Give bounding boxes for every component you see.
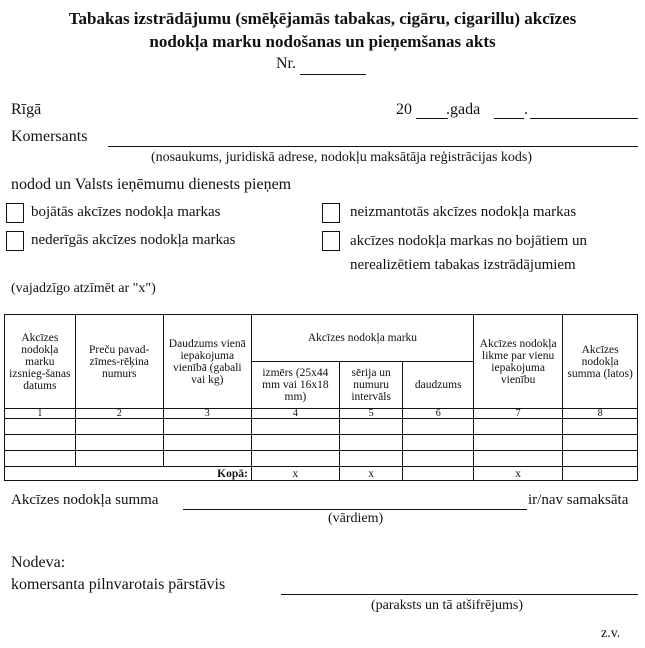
place-text: Rīgā [11, 101, 42, 118]
col-header-sum: Akcīzes nodokļa summa (latos) [563, 315, 638, 409]
excise-marks-table [4, 314, 638, 481]
signature-caption: (paraksts un tā atšifrējums) [371, 598, 524, 613]
total-row [5, 467, 638, 481]
table-cell[interactable] [163, 451, 251, 467]
date-year-prefix: 20 [396, 101, 412, 118]
checkbox-from-products-label-2: nerealizētiem tabakas izstrādājumiem [350, 257, 576, 273]
col-number: 2 [75, 409, 163, 419]
checkbox-invalid-label: nederīgās akcīzes nodokļa markas [31, 232, 236, 248]
table-cell[interactable] [75, 435, 163, 451]
date-gada-label: .gada [446, 101, 481, 118]
signature-field[interactable] [281, 594, 638, 595]
table-cell[interactable] [251, 451, 339, 467]
sum-suffix: ir/nav samaksāta [528, 492, 629, 508]
table-cell[interactable] [163, 435, 251, 451]
col-number: 8 [563, 409, 638, 419]
col-number: 5 [339, 409, 403, 419]
table-cell[interactable] [563, 451, 638, 467]
table-cell[interactable] [75, 451, 163, 467]
date-year-field[interactable] [416, 118, 448, 119]
col-number: 4 [251, 409, 339, 419]
col-number: 1 [5, 409, 76, 419]
total-x-rate: x [474, 467, 563, 481]
table-cell[interactable] [339, 435, 403, 451]
act-number-label: Nr. [276, 55, 296, 72]
doc-title-line1: Tabakas izstrādājumu (smēķējamās tabakas, cigāru, cigarillu) akcīzes [68, 9, 577, 28]
mark-note: (vajadzīgo atzīmēt ar "x") [11, 281, 156, 296]
checkbox-unused-label: neizmantotās akcīzes nodokļa markas [350, 204, 577, 220]
doc-title-line2: nodokļa marku nodošanas un pieņemšanas akts [149, 32, 496, 51]
table-cell[interactable] [163, 419, 251, 435]
table-cell[interactable] [563, 435, 638, 451]
table-cell[interactable] [339, 451, 403, 467]
sum-words-field[interactable] [183, 509, 527, 510]
table-cell[interactable] [75, 419, 163, 435]
col-header-size: izmērs (25x44 mm vai 16x18 mm) [251, 362, 339, 409]
col-header-invoice-number: Preču pavad-zīmes-rēķina numurs [75, 315, 163, 409]
checkbox-damaged-label: bojātās akcīzes nodokļa markas [31, 204, 221, 220]
table-row [5, 435, 638, 451]
date-day-field[interactable] [494, 118, 524, 119]
representative-label: komersanta pilnvarotais pārstāvis [11, 576, 226, 593]
col-header-group-marks: Akcīzes nodokļa marku [251, 315, 473, 362]
checkbox-from-products[interactable] [322, 231, 340, 251]
col-header-quantity-per-package: Daudzums vienā iepakojuma vienībā (gabali vai kg) [163, 315, 251, 409]
col-header-issue-date: Akcīzes nodokļa marku izsnieg-šanas datums [5, 315, 76, 409]
checkbox-invalid[interactable] [6, 231, 24, 251]
table-row [5, 419, 638, 435]
total-x-size: x [251, 467, 339, 481]
total-sum-cell[interactable] [563, 467, 638, 481]
date-dot: . [524, 101, 528, 118]
total-quantity-cell[interactable] [403, 467, 474, 481]
total-x-series: x [339, 467, 403, 481]
table-cell[interactable] [474, 451, 563, 467]
date-month-field[interactable] [530, 118, 638, 119]
col-header-rate: Akcīzes nodokļa likme par vienu iepakojuma vienību [474, 315, 563, 409]
total-label: Kopā: [5, 467, 252, 481]
table-cell[interactable] [5, 419, 76, 435]
merchant-caption: (nosaukums, juridiskā adrese, nodokļu maksātāja reģistrācijas kods) [151, 150, 533, 165]
col-header-quantity: daudzums [403, 362, 474, 409]
col-number: 7 [474, 409, 563, 419]
table-cell[interactable] [403, 435, 474, 451]
act-number-field[interactable] [300, 74, 366, 75]
table-cell[interactable] [403, 451, 474, 467]
table-cell[interactable] [403, 419, 474, 435]
table-cell[interactable] [5, 451, 76, 467]
table-cell[interactable] [251, 435, 339, 451]
col-number: 3 [163, 409, 251, 419]
col-number: 6 [403, 409, 474, 419]
table-row [5, 451, 638, 467]
sum-label: Akcīzes nodokļa summa [11, 492, 159, 508]
table-cell[interactable] [474, 435, 563, 451]
hands-over-text: nodod un Valsts ieņēmumu dienests pieņem [11, 176, 292, 193]
stamp-place: z.v. [601, 626, 621, 641]
merchant-field[interactable] [108, 146, 638, 147]
table-cell[interactable] [251, 419, 339, 435]
sum-caption: (vārdiem) [328, 511, 384, 526]
checkbox-from-products-label-1: akcīzes nodokļa markas no bojātiem un [350, 233, 588, 249]
col-header-series: sērija un numuru intervāls [339, 362, 403, 409]
table-cell[interactable] [339, 419, 403, 435]
table-cell[interactable] [474, 419, 563, 435]
checkbox-damaged[interactable] [6, 203, 24, 223]
checkbox-unused[interactable] [322, 203, 340, 223]
table-cell[interactable] [563, 419, 638, 435]
merchant-label: Komersants [11, 128, 88, 145]
table-cell[interactable] [5, 435, 76, 451]
handed-label: Nodeva: [11, 554, 66, 571]
